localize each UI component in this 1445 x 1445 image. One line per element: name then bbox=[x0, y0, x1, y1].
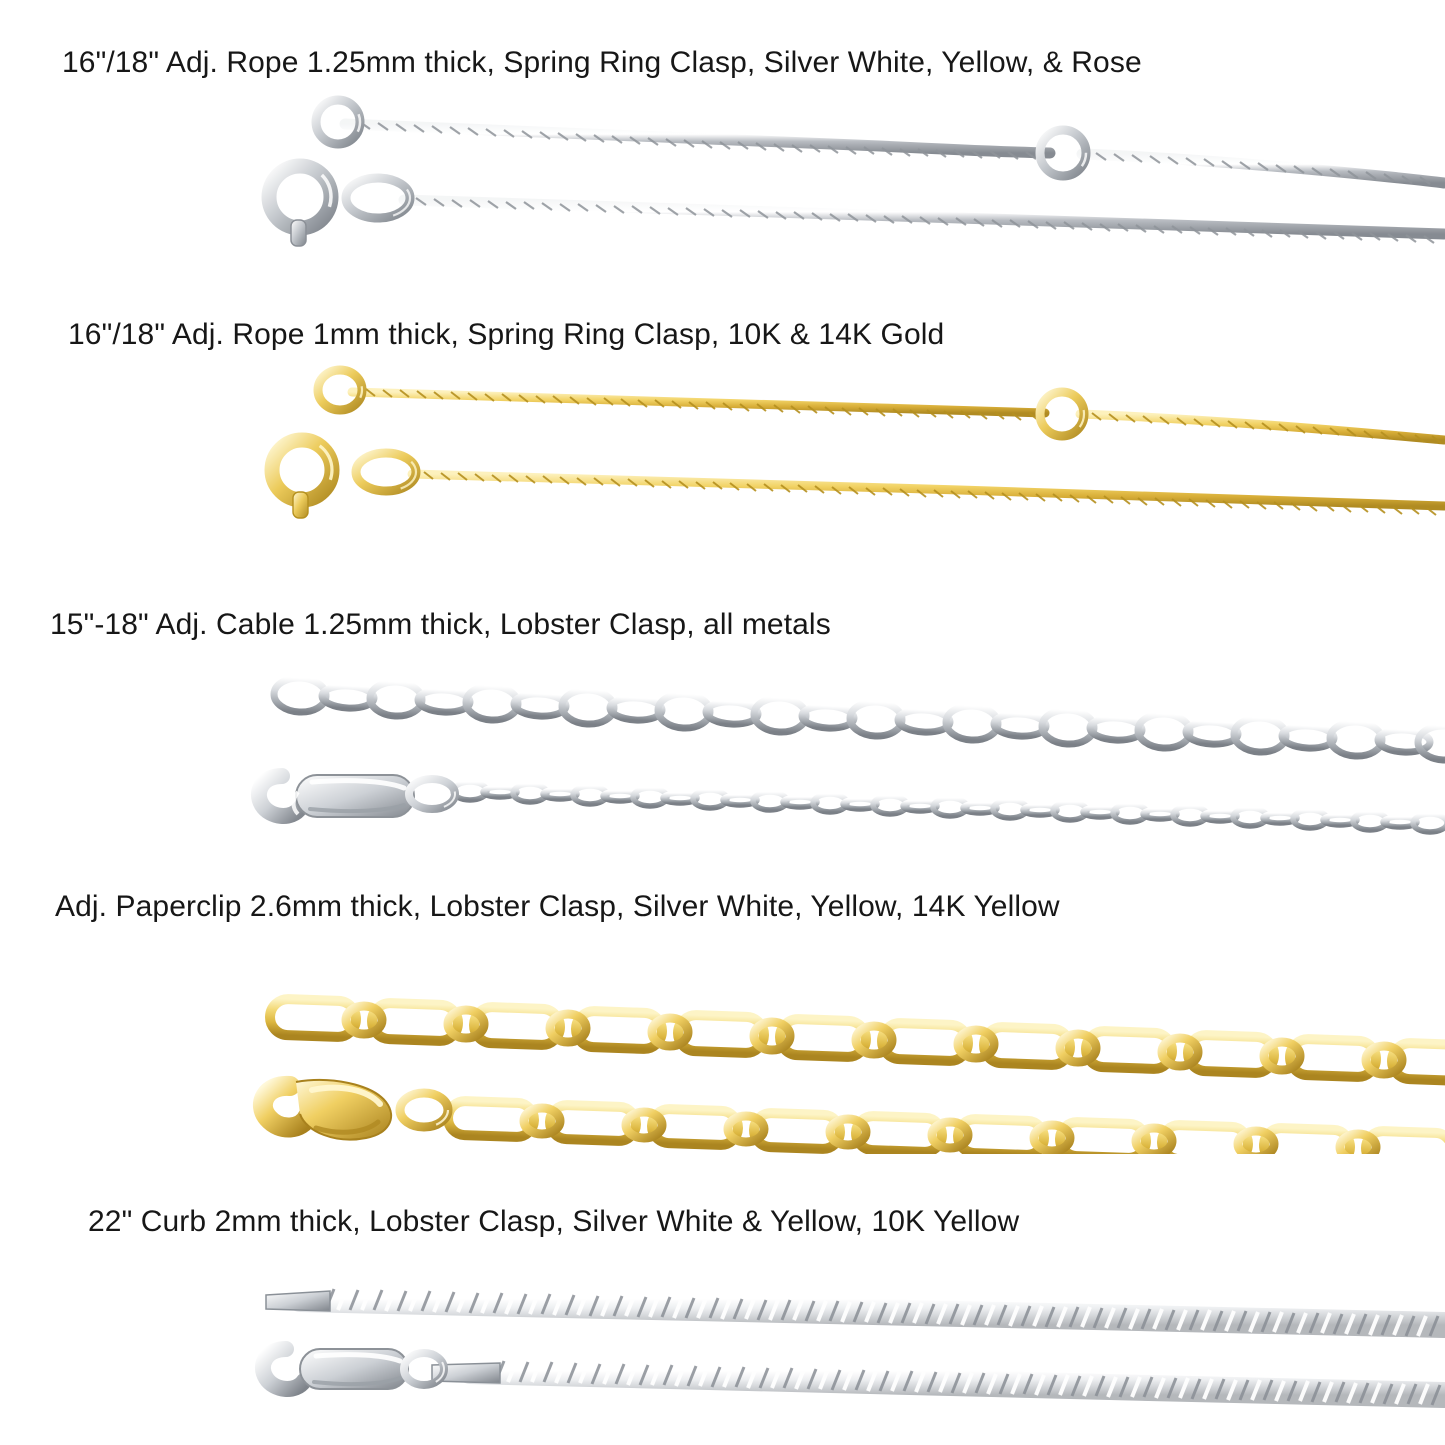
caption-rope-silver: 16"/18" Adj. Rope 1.25mm thick, Spring Ring Clasp, Silver White, Yellow, & Rose bbox=[62, 46, 1142, 79]
rope-strand-upper bbox=[352, 389, 1444, 443]
section-rope-gold bbox=[0, 318, 1445, 562]
lobster-clasp bbox=[263, 1080, 448, 1140]
caption-paperclip-gold: Adj. Paperclip 2.6mm thick, Lobster Clasp, Silver White, Yellow, 14K Yellow bbox=[55, 890, 1060, 923]
spring-ring-clasp bbox=[272, 440, 332, 518]
chain-image-cable-silver bbox=[0, 642, 1445, 872]
chain-image-rope-silver bbox=[0, 80, 1445, 290]
lobster-clasp bbox=[263, 1349, 444, 1389]
caption-cable-silver: 15"-18" Adj. Cable 1.25mm thick, Lobster Clasp, all metals bbox=[50, 608, 831, 641]
section-paperclip-gold bbox=[0, 890, 1445, 1154]
cable-chain bbox=[453, 782, 1445, 832]
lobster-clasp bbox=[259, 775, 455, 817]
section-curb-silver bbox=[0, 1205, 1445, 1429]
rope-strand-upper bbox=[345, 122, 1444, 184]
chain-image-curb-silver bbox=[0, 1239, 1445, 1429]
chain-image-paperclip-gold bbox=[0, 924, 1445, 1154]
rope-strand-lower bbox=[404, 198, 1444, 243]
extender-chain bbox=[273, 677, 1445, 762]
curb-row-upper bbox=[266, 1289, 1444, 1336]
rope-strand-lower bbox=[412, 472, 1444, 515]
connector-ring-lower bbox=[356, 453, 416, 491]
section-cable-silver bbox=[0, 608, 1445, 872]
caption-rope-gold: 16"/18" Adj. Rope 1mm thick, Spring Ring Clasp, 10K & 14K Gold bbox=[68, 318, 945, 351]
curb-row-lower bbox=[432, 1361, 1444, 1405]
section-rope-silver bbox=[0, 46, 1445, 290]
chain-image-rope-gold bbox=[0, 352, 1445, 562]
caption-curb-silver: 22" Curb 2mm thick, Lobster Clasp, Silver White & Yellow, 10K Yellow bbox=[88, 1205, 1020, 1238]
spring-ring-clasp bbox=[269, 166, 331, 246]
